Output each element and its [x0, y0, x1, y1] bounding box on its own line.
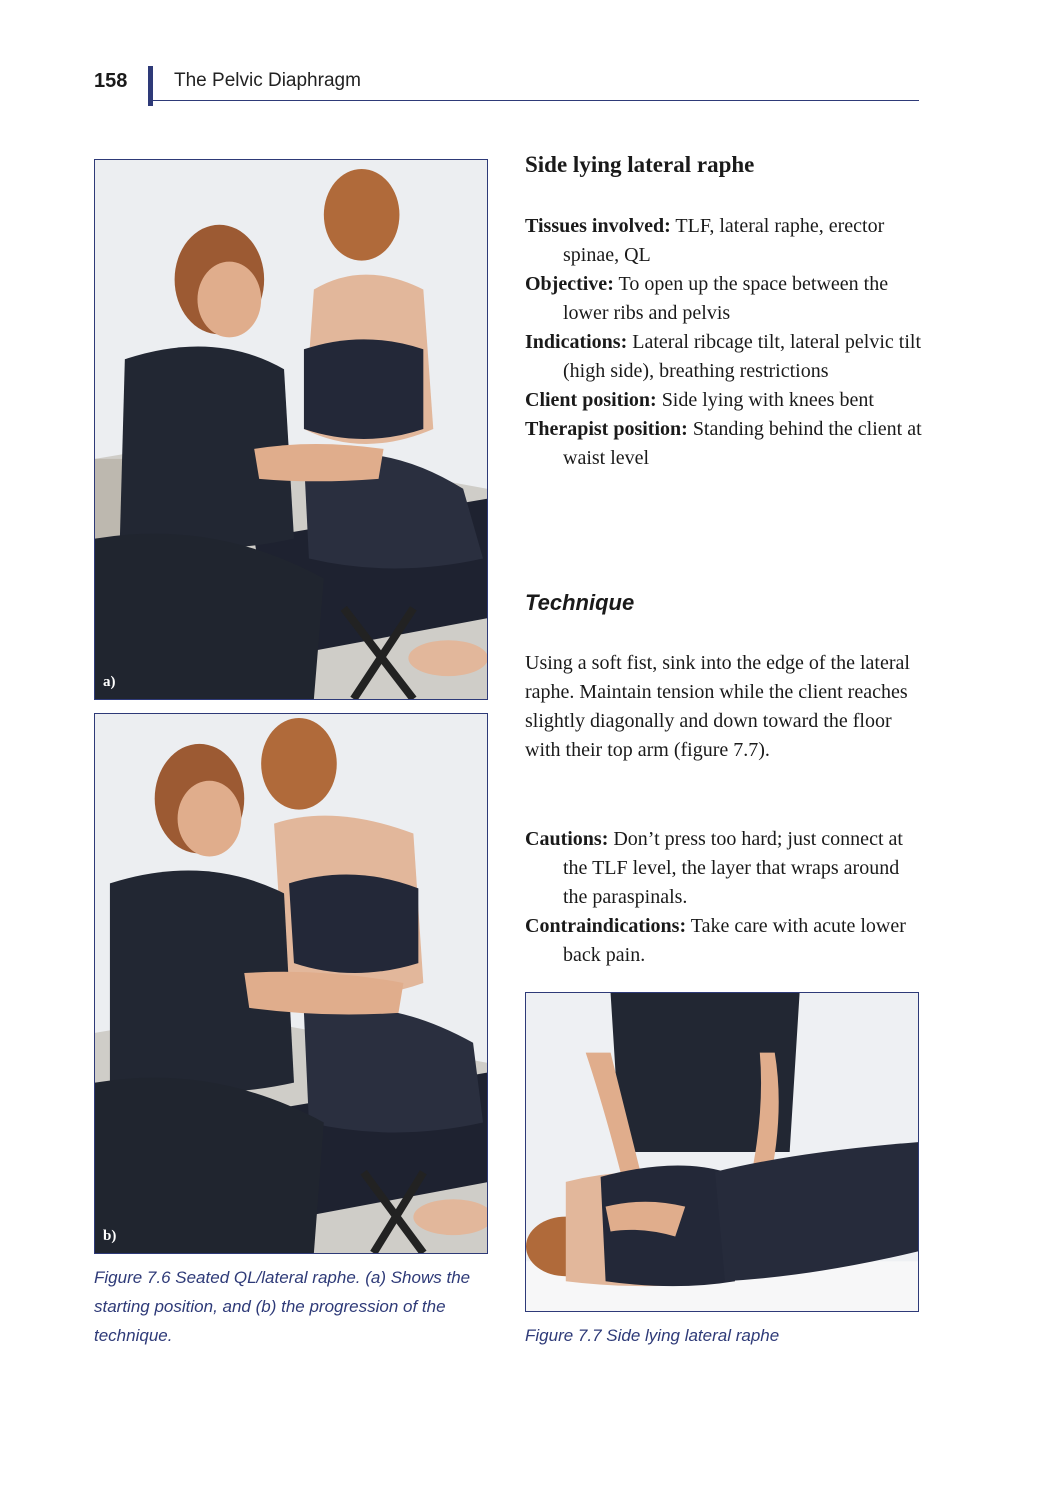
- cautions-list: [525, 825, 925, 970]
- section-title: Side lying lateral raphe: [525, 152, 755, 177]
- panel-label-b: b): [103, 1228, 117, 1244]
- panel-label-a: a): [103, 674, 116, 690]
- figure-7-6b-photo: [94, 713, 488, 1254]
- figure-7-7-caption: Figure 7.7 Side lying lateral raphe: [525, 1326, 780, 1345]
- technique-paragraph: Using a soft fist, sink into the edge of the lateral raphe. Maintain tension while the client reaches slightly diagonally and down toward the floor with their top arm (figure 7.7).: [525, 652, 910, 761]
- entry-contraindications: Contraindications: Take care with acute lower back pain.: [525, 915, 906, 966]
- technique-heading: Technique: [525, 590, 635, 615]
- header-rule: [150, 100, 919, 101]
- technique-body: [525, 649, 925, 765]
- page-number: 158: [94, 70, 128, 92]
- figure-7-6-caption: Figure 7.6 Seated QL/lateral raphe. (a) Shows the starting position, and (b) the progression of the technique.: [94, 1268, 471, 1345]
- figure-7-6a-photo: [94, 159, 488, 700]
- entry-objective: Objective: To open up the space between the lower ribs and pelvis: [525, 273, 889, 324]
- entry-indications: Indications: Lateral ribcage tilt, lateral pelvic tilt (high side), breathing restrictions: [525, 331, 921, 382]
- entry-client-position: Client position: Side lying with knees bent: [525, 389, 874, 411]
- figure-7-7-photo: [525, 992, 919, 1312]
- entry-therapist-position: Therapist position: Standing behind the client at waist level: [525, 418, 922, 469]
- entry-tissues: Tissues involved: TLF, lateral raphe, erector spinae, QL: [525, 215, 885, 266]
- entry-cautions: Cautions: Don’t press too hard; just connect at the TLF level, the layer that wraps around the paraspinals.: [525, 828, 903, 908]
- details-list: [525, 212, 925, 473]
- running-title: The Pelvic Diaphragm: [174, 70, 361, 91]
